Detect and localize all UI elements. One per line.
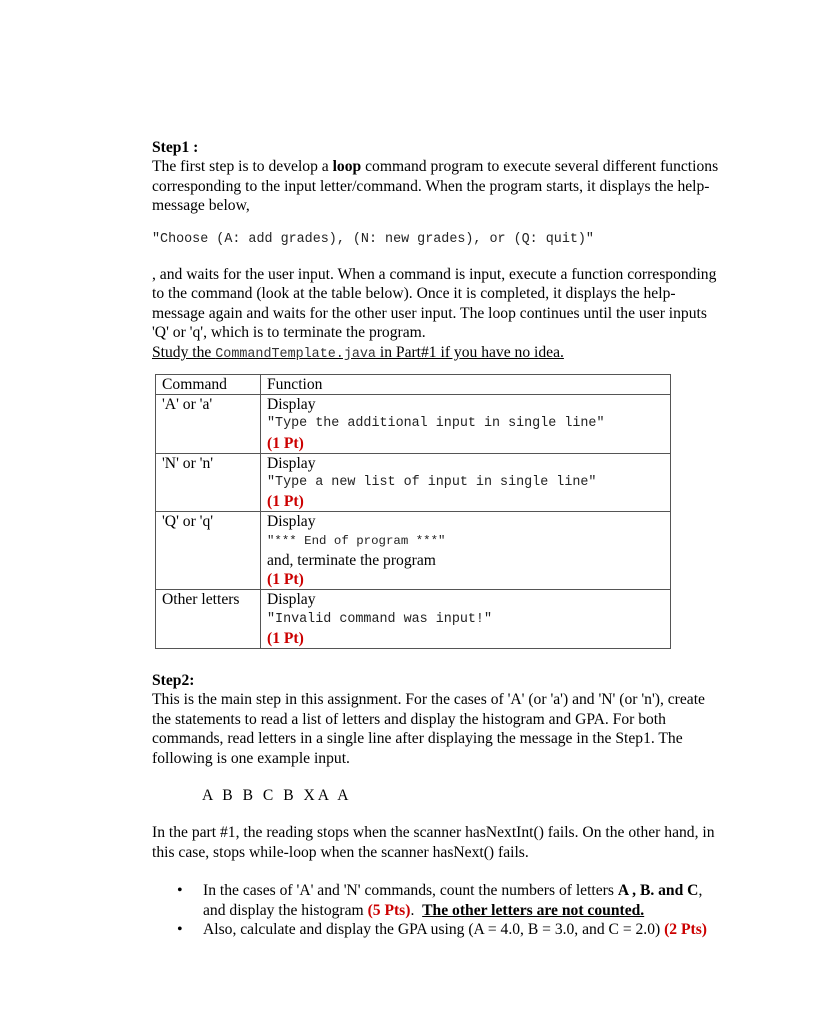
display-text: "Type the additional input in single line" — [267, 416, 605, 432]
help-message: "Choose (A: add grades), (N: new grades), or (Q: quit)" — [152, 231, 594, 247]
not-counted-note: The other letters are not counted. — [422, 901, 645, 919]
table-row — [156, 395, 671, 454]
step2-note: In the part #1, the reading stops when the scanner hasNextInt() fails. On the other hand, in this case, stops while-loop when the scanner hasNext() fails. — [152, 824, 715, 861]
template-filename: CommandTemplate.java — [215, 346, 376, 362]
display-text: "Type a new list of input in single line" — [267, 475, 597, 491]
points-label: (1 Pt) — [267, 629, 304, 647]
command-cell: 'N' or 'n' — [156, 453, 261, 512]
header-function: Function — [261, 375, 671, 395]
function-cell: Display "Invalid command was input!" (1 Pt) — [261, 590, 671, 649]
step1-after-help: , and waits for the user input. When a command is input, execute a function corresponding to the command (look at the table below). Once it is completed, it displays the help-message again and waits for the other user input. The loop continues until the user inputs 'Q' or 'q', which is to terminate the program. — [152, 266, 717, 342]
requirements-list — [152, 881, 722, 939]
loop-keyword: loop — [332, 158, 362, 176]
command-cell: 'Q' or 'q' — [156, 512, 261, 590]
table-row — [156, 453, 671, 512]
command-cell: 'A' or 'a' — [156, 395, 261, 454]
document-page — [152, 138, 722, 939]
step1-heading: Step1 : — [152, 139, 199, 156]
step1-intro: The first step is to develop a loop command program to execute several different functions corresponding to the input letter/command. When the program starts, it displays the help-message below, — [152, 158, 719, 215]
points-label: (5 Pts) — [367, 901, 411, 919]
function-cell: Display "Type a new list of input in single line" (1 Pt) — [261, 453, 671, 512]
list-item: • In the cases of 'A' and 'N' commands, count the numbers of letters A , B. and C, and display the histogram (5 Pts). The other letters are not counted. — [203, 881, 722, 920]
study-template-line: Study the CommandTemplate.java in Part#1 if you have no idea. — [152, 343, 564, 362]
table-header-row — [156, 375, 671, 395]
command-cell: Other letters — [156, 590, 261, 649]
step2-heading: Step2: — [152, 671, 195, 689]
table-row — [156, 512, 671, 590]
step2-body: This is the main step in this assignment. For the cases of 'A' (or 'a') and 'N' (or 'n'), create the statements to read a list of letters and display the histogram and GPA. For both commands, read letters in a single line after displaying the message in the Step1. The following is one example input. — [152, 691, 705, 767]
display-text: "Invalid command was input!" — [267, 611, 492, 627]
table-row — [156, 590, 671, 649]
display-text: "*** End of program ***" — [267, 533, 446, 548]
points-label: (1 Pt) — [267, 434, 304, 452]
function-cell: Display "Type the additional input in single line" (1 Pt) — [261, 395, 671, 454]
command-table — [155, 374, 671, 649]
list-item: • Also, calculate and display the GPA using (A = 4.0, B = 3.0, and C = 2.0) (2 Pts) — [203, 920, 722, 939]
points-label: (1 Pt) — [267, 493, 304, 511]
function-cell: Display "*** End of program ***" and, terminate the program (1 Pt) — [261, 512, 671, 590]
header-command: Command — [156, 375, 261, 395]
points-label: (1 Pt) — [267, 571, 304, 589]
extra-text: and, terminate the program — [267, 551, 436, 569]
points-label: (2 Pts) — [664, 920, 707, 938]
example-input: A B B C B XA A — [202, 786, 352, 804]
